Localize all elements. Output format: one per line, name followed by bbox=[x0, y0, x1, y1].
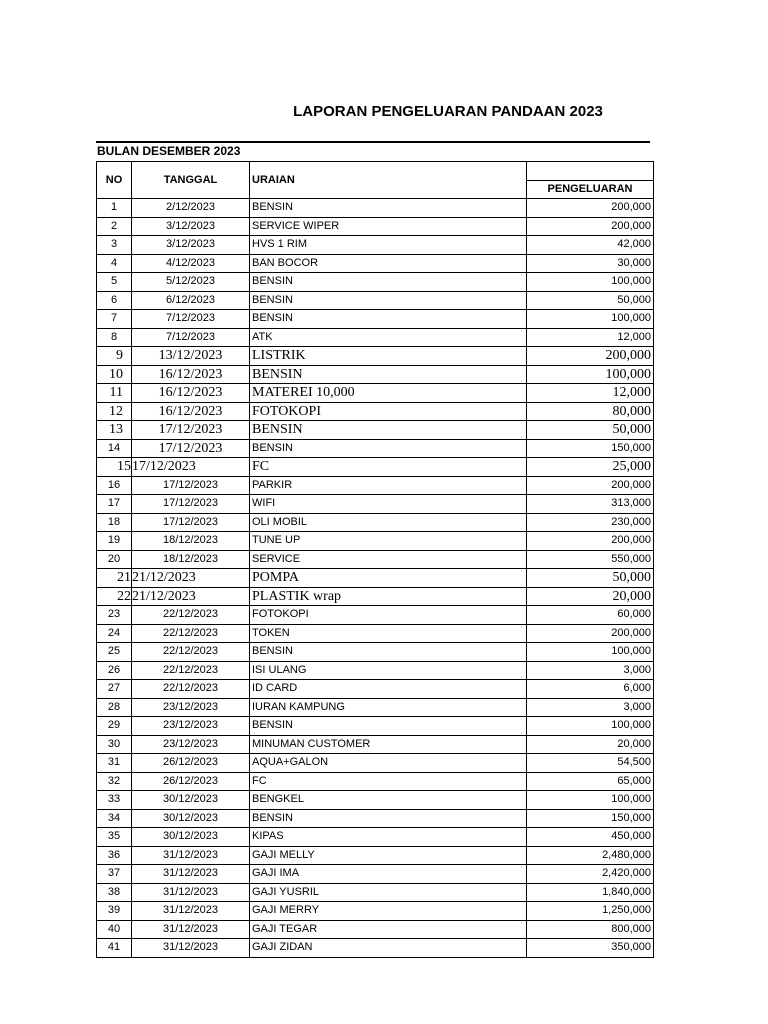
header-date: TANGGAL bbox=[132, 162, 250, 199]
row-no: 17 bbox=[97, 495, 132, 514]
row-amount: 30,000 bbox=[527, 254, 654, 273]
row-desc: FC bbox=[250, 772, 527, 791]
table-body bbox=[97, 199, 654, 958]
row-no: 38 bbox=[97, 883, 132, 902]
row-desc: BENSIN bbox=[250, 310, 527, 329]
table-row bbox=[97, 236, 654, 255]
table-row bbox=[97, 310, 654, 329]
row-no: 16 bbox=[97, 476, 132, 495]
header-desc: URAIAN bbox=[250, 162, 527, 199]
row-no: 9 bbox=[97, 347, 132, 366]
row-no: 31 bbox=[97, 754, 132, 773]
row-amount: 3,000 bbox=[527, 698, 654, 717]
row-date: 17/12/2023 bbox=[132, 439, 250, 458]
row-no: 36 bbox=[97, 846, 132, 865]
table-row bbox=[97, 809, 654, 828]
table-row bbox=[97, 513, 654, 532]
table-row bbox=[97, 846, 654, 865]
row-desc: LISTRIK bbox=[250, 347, 527, 366]
row-desc: ID CARD bbox=[250, 680, 527, 699]
row-amount: 60,000 bbox=[527, 606, 654, 625]
expense-table bbox=[96, 161, 654, 958]
row-no: 6 bbox=[97, 291, 132, 310]
row-date: 3/12/2023 bbox=[132, 217, 250, 236]
row-desc: PLASTIK wrap bbox=[250, 587, 527, 606]
row-amount: 50,000 bbox=[527, 569, 654, 588]
row-date: 23/12/2023 bbox=[132, 717, 250, 736]
row-date: 23/12/2023 bbox=[132, 698, 250, 717]
table-row bbox=[97, 828, 654, 847]
row-desc: TOKEN bbox=[250, 624, 527, 643]
table-row bbox=[97, 421, 654, 440]
row-no: 35 bbox=[97, 828, 132, 847]
row-amount: 100,000 bbox=[527, 791, 654, 810]
table-row bbox=[97, 680, 654, 699]
row-desc: FC bbox=[250, 458, 527, 477]
row-no: 3 bbox=[97, 236, 132, 255]
row-amount: 100,000 bbox=[527, 273, 654, 292]
row-amount: 100,000 bbox=[527, 717, 654, 736]
row-desc: AQUA+GALON bbox=[250, 754, 527, 773]
row-no: 34 bbox=[97, 809, 132, 828]
row-amount: 100,000 bbox=[527, 643, 654, 662]
row-no: 23 bbox=[97, 606, 132, 625]
row-no: 21 bbox=[97, 569, 132, 588]
header-amount-spacer bbox=[527, 162, 654, 181]
row-desc: MATEREI 10,000 bbox=[250, 384, 527, 403]
table-row bbox=[97, 347, 654, 366]
table-row bbox=[97, 273, 654, 292]
row-date: 16/12/2023 bbox=[132, 365, 250, 384]
row-date: 31/12/2023 bbox=[132, 865, 250, 884]
row-desc: IURAN KAMPUNG bbox=[250, 698, 527, 717]
row-date: 26/12/2023 bbox=[132, 772, 250, 791]
table-row bbox=[97, 920, 654, 939]
row-desc: OLI MOBIL bbox=[250, 513, 527, 532]
row-amount: 3,000 bbox=[527, 661, 654, 680]
table-row bbox=[97, 791, 654, 810]
row-date: 13/12/2023 bbox=[132, 347, 250, 366]
row-desc: BENGKEL bbox=[250, 791, 527, 810]
row-amount: 2,420,000 bbox=[527, 865, 654, 884]
row-date: 22/12/2023 bbox=[132, 624, 250, 643]
row-date: 3/12/2023 bbox=[132, 236, 250, 255]
row-no: 39 bbox=[97, 902, 132, 921]
row-no: 18 bbox=[97, 513, 132, 532]
row-amount: 42,000 bbox=[527, 236, 654, 255]
row-date: 21/12/2023 bbox=[132, 587, 250, 606]
row-date: 2/12/2023 bbox=[132, 199, 250, 218]
row-no: 13 bbox=[97, 421, 132, 440]
month-label: BULAN DESEMBER 2023 bbox=[97, 144, 241, 158]
row-date: 21/12/2023 bbox=[132, 569, 250, 588]
row-no: 11 bbox=[97, 384, 132, 403]
row-no: 28 bbox=[97, 698, 132, 717]
row-amount: 200,000 bbox=[527, 624, 654, 643]
title-divider bbox=[96, 141, 650, 143]
table-row bbox=[97, 606, 654, 625]
row-amount: 20,000 bbox=[527, 587, 654, 606]
row-desc: WIFI bbox=[250, 495, 527, 514]
row-no: 24 bbox=[97, 624, 132, 643]
table-row bbox=[97, 384, 654, 403]
row-no: 14 bbox=[97, 439, 132, 458]
row-desc: FOTOKOPI bbox=[250, 606, 527, 625]
table-row bbox=[97, 495, 654, 514]
table-row bbox=[97, 883, 654, 902]
table-row bbox=[97, 939, 654, 958]
row-desc: FOTOKOPI bbox=[250, 402, 527, 421]
row-amount: 200,000 bbox=[527, 199, 654, 218]
table-row bbox=[97, 587, 654, 606]
row-date: 17/12/2023 bbox=[132, 421, 250, 440]
row-desc: BENSIN bbox=[250, 717, 527, 736]
row-no: 29 bbox=[97, 717, 132, 736]
row-amount: 200,000 bbox=[527, 217, 654, 236]
row-no: 22 bbox=[97, 587, 132, 606]
table-row bbox=[97, 772, 654, 791]
table-row bbox=[97, 550, 654, 569]
row-amount: 200,000 bbox=[527, 476, 654, 495]
row-desc: BENSIN bbox=[250, 199, 527, 218]
row-amount: 50,000 bbox=[527, 421, 654, 440]
row-desc: BENSIN bbox=[250, 421, 527, 440]
row-desc: BENSIN bbox=[250, 365, 527, 384]
row-amount: 313,000 bbox=[527, 495, 654, 514]
table-row bbox=[97, 735, 654, 754]
row-date: 5/12/2023 bbox=[132, 273, 250, 292]
row-date: 4/12/2023 bbox=[132, 254, 250, 273]
row-desc: POMPA bbox=[250, 569, 527, 588]
table-row bbox=[97, 476, 654, 495]
row-date: 7/12/2023 bbox=[132, 310, 250, 329]
row-no: 40 bbox=[97, 920, 132, 939]
row-amount: 150,000 bbox=[527, 439, 654, 458]
row-amount: 1,250,000 bbox=[527, 902, 654, 921]
row-date: 26/12/2023 bbox=[132, 754, 250, 773]
table-row bbox=[97, 661, 654, 680]
row-amount: 25,000 bbox=[527, 458, 654, 477]
row-amount: 100,000 bbox=[527, 365, 654, 384]
header-no: NO bbox=[97, 162, 132, 199]
row-no: 32 bbox=[97, 772, 132, 791]
row-date: 17/12/2023 bbox=[132, 495, 250, 514]
row-date: 31/12/2023 bbox=[132, 846, 250, 865]
row-date: 22/12/2023 bbox=[132, 606, 250, 625]
row-desc: BENSIN bbox=[250, 291, 527, 310]
row-amount: 80,000 bbox=[527, 402, 654, 421]
row-amount: 100,000 bbox=[527, 310, 654, 329]
row-no: 33 bbox=[97, 791, 132, 810]
row-no: 41 bbox=[97, 939, 132, 958]
row-no: 15 bbox=[97, 458, 132, 477]
row-date: 22/12/2023 bbox=[132, 680, 250, 699]
table-row bbox=[97, 458, 654, 477]
row-no: 8 bbox=[97, 328, 132, 347]
table-row bbox=[97, 569, 654, 588]
row-date: 30/12/2023 bbox=[132, 809, 250, 828]
row-desc: BAN BOCOR bbox=[250, 254, 527, 273]
row-amount: 800,000 bbox=[527, 920, 654, 939]
row-date: 18/12/2023 bbox=[132, 550, 250, 569]
row-date: 18/12/2023 bbox=[132, 532, 250, 551]
row-desc: MINUMAN CUSTOMER bbox=[250, 735, 527, 754]
table-row bbox=[97, 698, 654, 717]
row-date: 17/12/2023 bbox=[132, 458, 250, 477]
row-desc: ISI ULANG bbox=[250, 661, 527, 680]
row-desc: BENSIN bbox=[250, 643, 527, 662]
table-row bbox=[97, 717, 654, 736]
row-no: 20 bbox=[97, 550, 132, 569]
table-row bbox=[97, 754, 654, 773]
table-row bbox=[97, 902, 654, 921]
row-desc: BENSIN bbox=[250, 439, 527, 458]
row-amount: 200,000 bbox=[527, 532, 654, 551]
row-amount: 2,480,000 bbox=[527, 846, 654, 865]
table-row bbox=[97, 328, 654, 347]
row-no: 30 bbox=[97, 735, 132, 754]
row-desc: GAJI IMA bbox=[250, 865, 527, 884]
table-row bbox=[97, 365, 654, 384]
row-no: 25 bbox=[97, 643, 132, 662]
row-desc: GAJI TEGAR bbox=[250, 920, 527, 939]
table-row bbox=[97, 254, 654, 273]
row-date: 7/12/2023 bbox=[132, 328, 250, 347]
row-amount: 200,000 bbox=[527, 347, 654, 366]
row-amount: 450,000 bbox=[527, 828, 654, 847]
row-no: 12 bbox=[97, 402, 132, 421]
row-date: 31/12/2023 bbox=[132, 939, 250, 958]
row-date: 16/12/2023 bbox=[132, 384, 250, 403]
report-title: LAPORAN PENGELUARAN PANDAAN 2023 bbox=[293, 103, 603, 120]
table-row bbox=[97, 291, 654, 310]
row-no: 5 bbox=[97, 273, 132, 292]
table-row bbox=[97, 643, 654, 662]
row-no: 37 bbox=[97, 865, 132, 884]
table-row bbox=[97, 217, 654, 236]
table-row bbox=[97, 865, 654, 884]
row-desc: SERVICE bbox=[250, 550, 527, 569]
table-row bbox=[97, 439, 654, 458]
row-no: 27 bbox=[97, 680, 132, 699]
row-desc: BENSIN bbox=[250, 273, 527, 292]
row-amount: 230,000 bbox=[527, 513, 654, 532]
row-desc: GAJI MERRY bbox=[250, 902, 527, 921]
table-header-row bbox=[97, 162, 654, 181]
header-amount: PENGELUARAN bbox=[527, 181, 654, 199]
row-date: 30/12/2023 bbox=[132, 791, 250, 810]
row-date: 23/12/2023 bbox=[132, 735, 250, 754]
row-amount: 50,000 bbox=[527, 291, 654, 310]
row-amount: 350,000 bbox=[527, 939, 654, 958]
table-row bbox=[97, 199, 654, 218]
row-date: 31/12/2023 bbox=[132, 902, 250, 921]
row-date: 31/12/2023 bbox=[132, 883, 250, 902]
row-date: 22/12/2023 bbox=[132, 661, 250, 680]
row-desc: ATK bbox=[250, 328, 527, 347]
row-amount: 12,000 bbox=[527, 328, 654, 347]
row-no: 2 bbox=[97, 217, 132, 236]
row-desc: GAJI MELLY bbox=[250, 846, 527, 865]
row-date: 17/12/2023 bbox=[132, 513, 250, 532]
row-amount: 150,000 bbox=[527, 809, 654, 828]
row-date: 22/12/2023 bbox=[132, 643, 250, 662]
row-no: 26 bbox=[97, 661, 132, 680]
table-row bbox=[97, 624, 654, 643]
table-row bbox=[97, 402, 654, 421]
row-amount: 12,000 bbox=[527, 384, 654, 403]
row-amount: 54,500 bbox=[527, 754, 654, 773]
row-desc: HVS 1 RIM bbox=[250, 236, 527, 255]
row-amount: 6,000 bbox=[527, 680, 654, 699]
row-no: 1 bbox=[97, 199, 132, 218]
row-amount: 20,000 bbox=[527, 735, 654, 754]
row-amount: 1,840,000 bbox=[527, 883, 654, 902]
row-desc: KIPAS bbox=[250, 828, 527, 847]
row-date: 30/12/2023 bbox=[132, 828, 250, 847]
row-date: 6/12/2023 bbox=[132, 291, 250, 310]
row-desc: TUNE UP bbox=[250, 532, 527, 551]
row-amount: 550,000 bbox=[527, 550, 654, 569]
row-no: 10 bbox=[97, 365, 132, 384]
row-amount: 65,000 bbox=[527, 772, 654, 791]
row-desc: PARKIR bbox=[250, 476, 527, 495]
row-desc: BENSIN bbox=[250, 809, 527, 828]
row-no: 7 bbox=[97, 310, 132, 329]
row-date: 16/12/2023 bbox=[132, 402, 250, 421]
row-desc: SERVICE WIPER bbox=[250, 217, 527, 236]
row-date: 31/12/2023 bbox=[132, 920, 250, 939]
row-no: 4 bbox=[97, 254, 132, 273]
row-desc: GAJI ZIDAN bbox=[250, 939, 527, 958]
table-row bbox=[97, 532, 654, 551]
row-desc: GAJI YUSRIL bbox=[250, 883, 527, 902]
row-no: 19 bbox=[97, 532, 132, 551]
row-date: 17/12/2023 bbox=[132, 476, 250, 495]
